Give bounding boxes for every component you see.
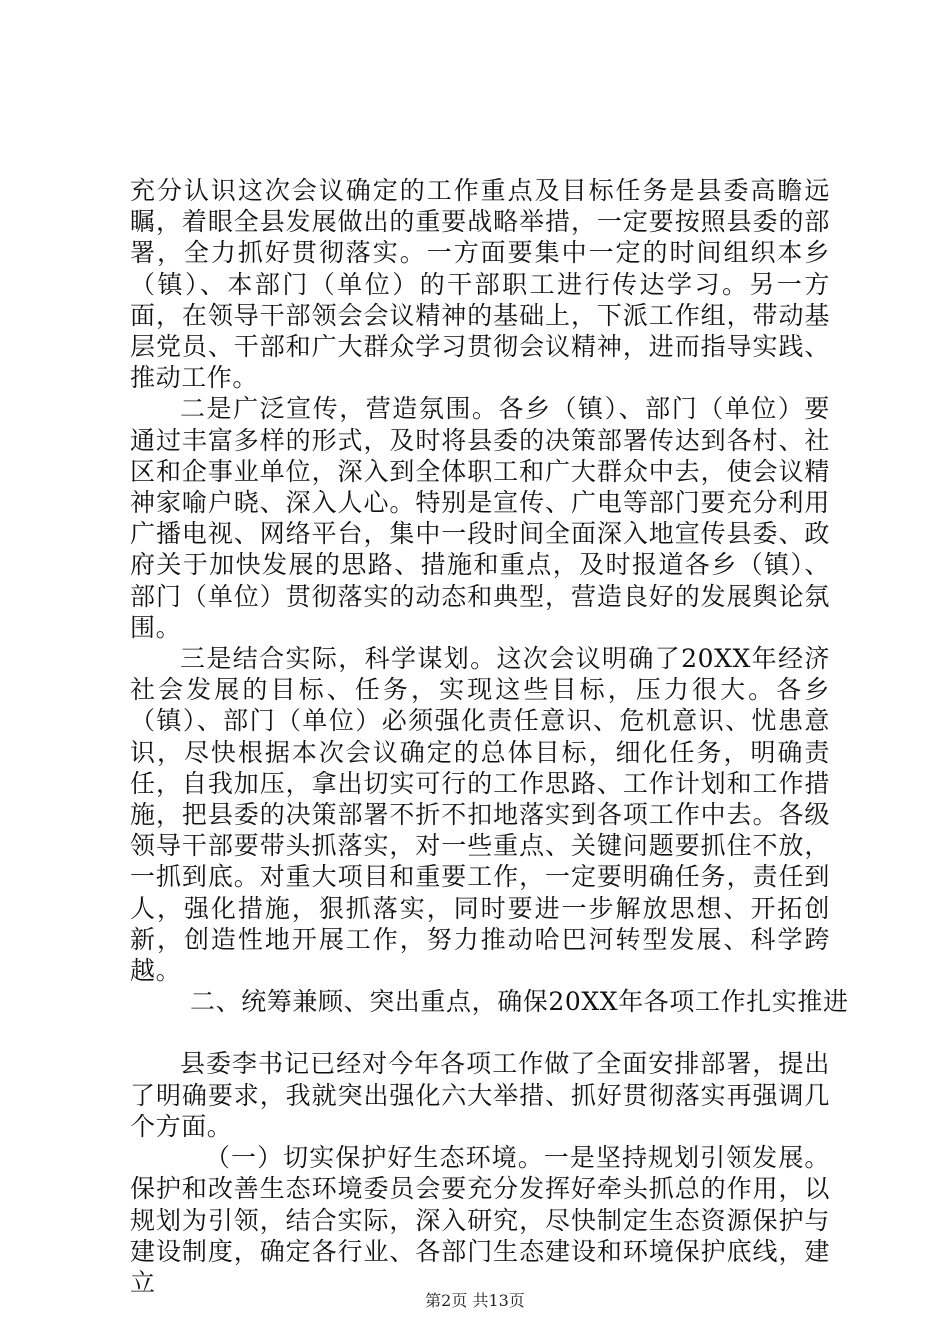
paragraph-2: 二是广泛宣传，营造氛围。各乡（镇）、部门（单位）要通过丰富多样的形式，及时将县委的决策部署传达到各村、社区和企事业单位，深入到全体职工和广大群众中去，使会议精神家喻户晓、深入人心。特别是宣传、广电等部门要充分利用广播电视、网络平台，集中一段时间全面深入地宣传县委、政府关于加快发展的思路、措施和重点，及时报道各乡（镇）、部门（单位）贯彻落实的动态和典型，营造良好的发展舆论氛围。 [130, 394, 830, 642]
section-heading: 二、统筹兼顾、突出重点，确保20XX年各项工作扎实推进 [190, 987, 849, 1017]
page-footer: 第2页 共13页 [425, 1291, 525, 1310]
paragraph-4: 县委李书记已经对今年各项工作做了全面安排部署，提出了明确要求，我就突出强化六大举措、抓好贯彻落实再强调几个方面。 [130, 1049, 830, 1141]
document-body [130, 175, 849, 1298]
blank-line [130, 1017, 830, 1048]
paragraph-1: 充分认识这次会议确定的工作重点及目标任务是县委高瞻远瞩，着眼全县发展做出的重要战略举措，一定要按照县委的部署，全力抓好贯彻落实。一方面要集中一定的时间组织本乡（镇）、本部门（单位）的干部职工进行传达学习。另一方面，在领导干部领会会议精神的基础上，下派工作组，带动基层党员、干部和广大群众学习贯彻会议精神，进而指导实践、推动工作。 [130, 176, 830, 393]
paragraph-3: 三是结合实际，科学谋划。这次会议明确了20XX年经济社会发展的目标、任务，实现这些目标，压力很大。各乡（镇）、部门（单位）必须强化责任意识、危机意识、忧患意识，尽快根据本次会议确定的总体目标，细化任务，明确责任，自我加压，拿出切实可行的工作思路、工作计划和工作措施，把县委的决策部署不折不扣地落实到各项工作中去。各级领导干部要带头抓落实，对一些重点、关键问题要抓住不放，一抓到底。对重大项目和重要工作，一定要明确任务，责任到人，强化措施，狠抓落实，同时要进一步解放思想、开拓创新，创造性地开展工作，努力推动哈巴河转型发展、科学跨越。 [130, 644, 830, 986]
paragraph-5: （一）切实保护好生态环境。一是坚持规划引领发展。保护和改善生态环境委员会要充分发挥好牵头抓总的作用，以规划为引领，结合实际，深入研究，尽快制定生态资源保护与建设制度，确定各行业、各部门生态建设和环境保护底线，建立 [130, 1143, 830, 1297]
